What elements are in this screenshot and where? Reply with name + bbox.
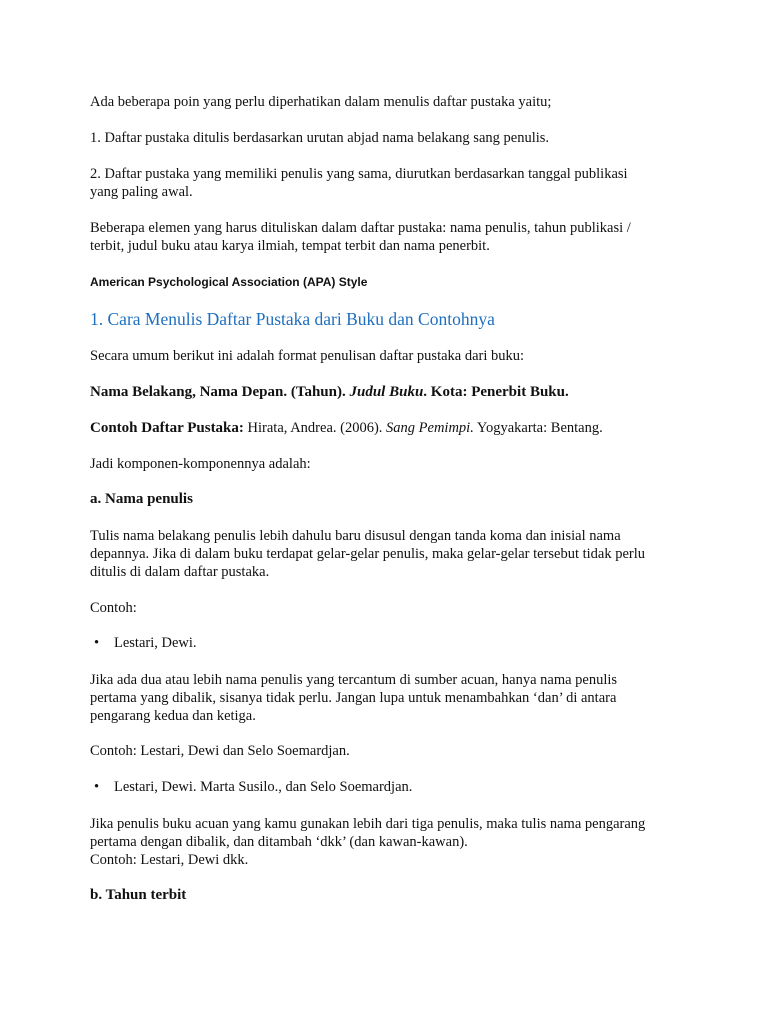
multi-author-line-2: pertama yang dibalik, sisanya tidak perlu. Jangan lupa untuk menambahkan ‘dan’ di antara bbox=[90, 690, 617, 706]
format-part-1: Nama Belakang, Nama Depan. (Tahun). bbox=[90, 384, 350, 400]
elements-line-1: Beberapa elemen yang harus dituliskan dalam daftar pustaka: nama penulis, tahun publikasi / bbox=[90, 220, 631, 236]
list-item-text: Lestari, Dewi. bbox=[114, 635, 197, 651]
list-item bbox=[94, 778, 413, 796]
format-part-2: Judul Buku bbox=[349, 384, 424, 400]
elements-line-2: terbit, judul buku atau karya ilmiah, tempat terbit dan nama penerbit. bbox=[90, 238, 490, 254]
list-item-text: Lestari, Dewi. Marta Susilo., dan Selo Soemardjan. bbox=[114, 779, 413, 795]
contoh-label-2: Contoh: Lestari, Dewi dan Selo Soemardjan. bbox=[90, 743, 350, 759]
bullet-icon: • bbox=[94, 635, 100, 651]
section-heading: 1. Cara Menulis Daftar Pustaka dari Buku dan Contohnya bbox=[90, 309, 495, 329]
example-line bbox=[90, 419, 690, 437]
example-label: Contoh Daftar Pustaka: bbox=[90, 420, 244, 436]
rule-2-line-2: yang paling awal. bbox=[90, 184, 193, 200]
subheading-b: b. Tahun terbit bbox=[90, 887, 187, 903]
format-part-3: . Kota: Penerbit Buku. bbox=[423, 384, 569, 400]
author-line-1: Tulis nama belakang penulis lebih dahulu baru disusul dengan tanda koma dan inisial nama bbox=[90, 528, 621, 544]
multi-author-line-3: pengarang kedua dan ketiga. bbox=[90, 708, 256, 724]
subheading-a: a. Nama penulis bbox=[90, 491, 193, 507]
example-part-2: Sang Pemimpi. bbox=[386, 420, 474, 436]
bullet-icon: • bbox=[94, 779, 100, 795]
format-intro: Secara umum berikut ini adalah format penulisan daftar pustaka dari buku: bbox=[90, 348, 525, 364]
list-item bbox=[94, 634, 197, 652]
rule-1: 1. Daftar pustaka ditulis berdasarkan urutan abjad nama belakang sang penulis. bbox=[90, 130, 550, 146]
dkk-line-3: Contoh: Lestari, Dewi dkk. bbox=[90, 852, 249, 868]
example-part-3: Yogyakarta: Bentang. bbox=[473, 420, 603, 436]
dkk-line-2: pertama dengan dibalik, dan ditambah ‘dkk’ (dan kawan-kawan). bbox=[90, 834, 468, 850]
author-line-3: ditulis di dalam daftar pustaka. bbox=[90, 564, 270, 580]
apa-style-label: American Psychological Association (APA) Style bbox=[90, 275, 368, 289]
multi-author-line-1: Jika ada dua atau lebih nama penulis yang tercantum di sumber acuan, hanya nama penulis bbox=[90, 672, 618, 688]
author-line-2: depannya. Jika di dalam buku terdapat gelar-gelar penulis, maka gelar-gelar tersebut tidak perlu bbox=[90, 546, 646, 562]
format-line bbox=[90, 383, 690, 401]
contoh-label-1: Contoh: bbox=[90, 600, 137, 616]
rule-2-line-1: 2. Daftar pustaka yang memiliki penulis yang sama, diurutkan berdasarkan tanggal publikasi bbox=[90, 166, 628, 182]
components-intro: Jadi komponen-komponennya adalah: bbox=[90, 456, 311, 472]
intro-paragraph: Ada beberapa poin yang perlu diperhatikan dalam menulis daftar pustaka yaitu; bbox=[90, 94, 552, 110]
dkk-line-1: Jika penulis buku acuan yang kamu gunakan lebih dari tiga penulis, maka tulis nama pengarang bbox=[90, 816, 646, 832]
example-part-1: Hirata, Andrea. (2006). bbox=[243, 420, 387, 436]
